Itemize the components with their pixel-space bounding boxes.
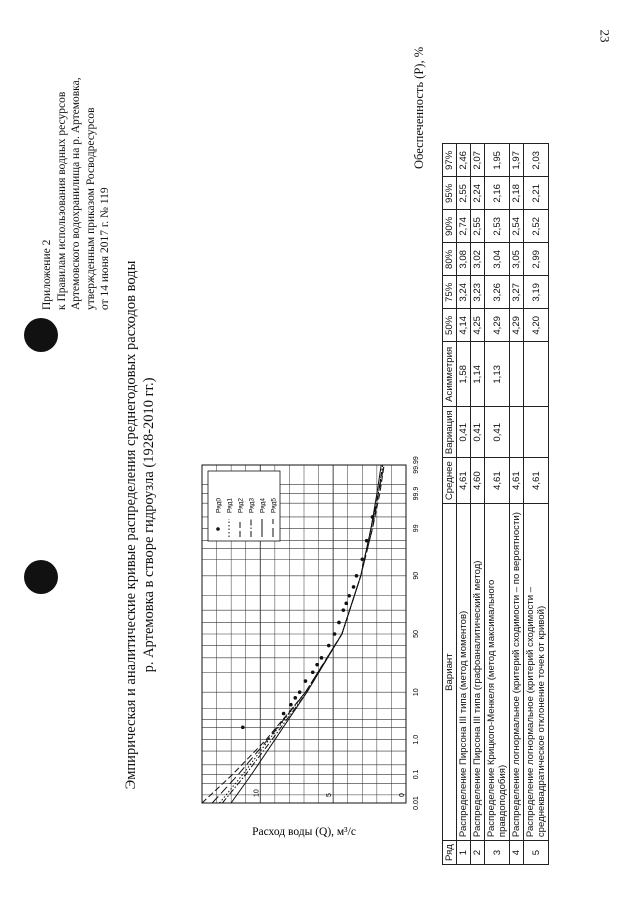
variant-cell: Распределение логнормальное (критерий сходимости – по вероятности) [510,504,524,841]
landscape-content [40,45,595,895]
data-point [352,585,356,589]
x-tick-label: 99 [413,524,420,533]
p50-cell: 4,29 [485,309,510,342]
legend-label: Ряд2 [237,497,245,513]
p75-cell: 3,24 [457,276,471,309]
data-point [293,696,297,700]
p50-cell: 4,25 [471,309,485,342]
p97-cell: 1,95 [485,144,510,177]
y-tick-label: 10 [253,789,261,797]
variation-cell: 0,41 [485,407,510,458]
x-axis-label: Обеспеченность (P), % [412,46,426,169]
p75-cell: 3,27 [510,276,524,309]
header-cell: 90% [443,210,457,243]
row-number: 2 [471,841,485,865]
appendix-line: утвержденным приказом Росводресурсов [84,107,97,310]
p95-cell: 2,18 [510,177,524,210]
p50-cell: 4,20 [524,309,549,342]
x-tick-label: 99.9 [413,486,420,501]
legend-label: Ряд0 [215,497,223,513]
variation-cell [510,407,524,458]
x-tick-label: 90 [413,571,420,580]
mean-cell: 4,60 [471,458,485,504]
data-point [355,574,359,578]
x-tick-label: 10 [413,688,420,697]
p90-cell: 2,74 [457,210,471,243]
header-cell: 97% [443,144,457,177]
y-tick-label: 5 [326,793,334,797]
variant-cell: Распределение Крицкого-Менкеля (метод максимального правдоподобия) [485,504,510,841]
p80-cell: 3,08 [457,243,471,276]
data-point [282,712,286,716]
table-row [457,144,471,865]
header-cell: 75% [443,276,457,309]
legend-label: Ряд5 [270,497,278,513]
variation-cell: 0,41 [457,407,471,458]
page-number: 23 [597,29,613,43]
variation-cell: 0,41 [471,407,485,458]
header-cell: 50% [443,309,457,342]
p80-cell: 2,99 [524,243,549,276]
data-point [344,602,348,606]
row-number: 3 [485,841,510,865]
x-tick-label: 0.1 [413,769,420,780]
p90-cell: 2,54 [510,210,524,243]
legend-label: Ряд1 [226,497,234,513]
probability-chart [158,155,426,855]
variant-cell: Распределение Пирсона III типа (метод моментов) [457,504,471,841]
table-row [510,144,524,865]
variant-cell: Распределение логнормальное (критерий сходимости – среднеквадратическое отклонение точек от кривой) [524,504,549,841]
mean-cell: 4,61 [510,458,524,504]
data-point [315,663,319,667]
header-cell: Асимметрия [443,342,457,407]
variation-cell [524,407,549,458]
legend-label: Ряд3 [248,497,256,513]
p95-cell: 2,21 [524,177,549,210]
appendix-line: Приложение 2 [41,239,53,310]
header-cell: Среднее [443,458,457,504]
asymmetry-cell: 1,58 [457,342,471,407]
p95-cell: 2,55 [457,177,471,210]
header-cell: 80% [443,243,457,276]
data-point [333,632,337,636]
legend-label: Ряд4 [259,497,267,513]
data-point [347,594,351,598]
p90-cell: 2,53 [485,210,510,243]
row-number: 4 [510,841,524,865]
appendix-header [40,40,113,310]
legend-marker [216,527,220,531]
data-point [241,726,245,730]
data-point [360,557,364,561]
chart-title [122,215,158,835]
data-point [337,621,341,625]
data-point [304,679,308,683]
x-tick-label: 0.01 [413,796,420,810]
appendix-line: к Правилам использования водных ресурсов [55,91,68,310]
table-row [524,144,549,865]
x-tick-label: 1.0 [413,734,420,745]
p97-cell: 2,07 [471,144,485,177]
p75-cell: 3,26 [485,276,510,309]
p75-cell: 3,19 [524,276,549,309]
asymmetry-cell [524,342,549,407]
chart-title-line: Эмпирическая и аналитические кривые распределения среднегодовых расходов воды [123,260,139,790]
header-cell: Вариант [443,504,457,841]
header-cell: Вариация [443,407,457,458]
p50-cell: 4,14 [457,309,471,342]
data-point [289,703,293,707]
p75-cell: 3,23 [471,276,485,309]
data-point [320,656,324,660]
table-row [485,144,510,865]
p95-cell: 2,24 [471,177,485,210]
p95-cell: 2,16 [485,177,510,210]
p90-cell: 2,55 [471,210,485,243]
chart-title-line: р. Артемовка в створе гидроузла (1928-2010 гг.) [141,377,157,673]
p90-cell: 2,52 [524,210,549,243]
header-cell: 95% [443,177,457,210]
p80-cell: 3,04 [485,243,510,276]
x-tick-label: 99.99 [413,456,420,474]
x-tick-label: 50 [413,630,420,638]
row-number: 5 [524,841,549,865]
p97-cell: 1,97 [510,144,524,177]
mean-cell: 4,61 [457,458,471,504]
appendix-line: Артемовского водохранилища на р. Артемовка, [70,77,82,310]
distribution-table [442,143,549,865]
asymmetry-cell: 1,13 [485,342,510,407]
table-header-row [443,144,457,865]
y-tick-label: 0 [399,793,406,797]
table-row [471,144,485,865]
variant-cell: Распределение Пирсона III типа (графоаналитический метод) [471,504,485,841]
y-axis-label: Расход воды (Q), м³/с [252,826,356,838]
mean-cell: 4,61 [524,458,549,504]
data-point [342,608,346,612]
data-point [311,670,315,674]
appendix-line: от 14 июня 2017 г. № 119 [99,187,111,310]
row-number: 1 [457,841,471,865]
header-cell: Ряд [443,841,457,865]
p80-cell: 3,02 [471,243,485,276]
asymmetry-cell: 1,14 [471,342,485,407]
asymmetry-cell [510,342,524,407]
p97-cell: 2,03 [524,144,549,177]
p97-cell: 2,46 [457,144,471,177]
p80-cell: 3,05 [510,243,524,276]
data-point [327,644,331,648]
mean-cell: 4,61 [485,458,510,504]
data-point [298,690,302,694]
p50-cell: 4,29 [510,309,524,342]
